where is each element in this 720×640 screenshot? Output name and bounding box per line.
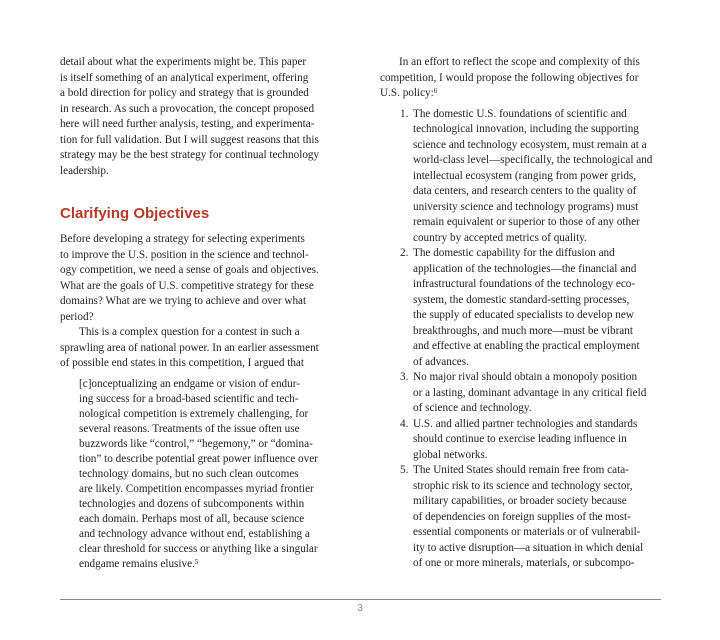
text-line: strophic risk to its science and technology sector, bbox=[413, 480, 633, 492]
text-line: science and technology ecosystem, must remain at a bbox=[413, 139, 647, 151]
text-line: infrastructural foundations of the technology eco- bbox=[413, 278, 636, 290]
text-line: a bold direction for policy and strategy that is grounded bbox=[60, 87, 309, 99]
text-line: breakthroughs, and much more—must be vibrant bbox=[413, 325, 633, 337]
quote-line: ing success for a broad-based scientific and tech- bbox=[79, 393, 299, 405]
text-line: to improve the U.S. position in the science and technol- bbox=[60, 249, 309, 261]
quote-line: nological competition is extremely challenging, for bbox=[79, 408, 309, 420]
text-line: in research. As such a provocation, the concept proposed bbox=[60, 103, 315, 115]
quote-line: technology domains, but no such clean outcomes bbox=[79, 468, 299, 480]
footnote-marker[interactable]: 5 bbox=[194, 558, 199, 566]
text-line: leadership. bbox=[60, 165, 109, 177]
text-line: detail about what the experiments might be. This paper bbox=[60, 56, 307, 68]
text-line: essential components or materials or of vulnerabil- bbox=[413, 526, 641, 538]
text-line: should continue to exercise leading influence in bbox=[413, 433, 627, 445]
text-line: What are the goals of U.S. competitive strategy for these bbox=[60, 280, 314, 292]
text-line: university science and technology programs) must bbox=[413, 201, 639, 213]
footer-divider bbox=[60, 599, 661, 600]
list-number: 3. bbox=[400, 371, 409, 383]
intro-text: U.S. policy: bbox=[380, 87, 434, 99]
text-line: In an effort to reflect the scope and complexity of this bbox=[399, 56, 640, 68]
text-line: No major rival should obtain a monopoly position bbox=[413, 371, 638, 383]
text-line: world-class level—specifically, the technological and bbox=[413, 154, 653, 166]
text-line: of dependencies on foreign supplies of the most- bbox=[413, 511, 631, 523]
quote-line: [c]onceptualizing an endgame or vision of endur- bbox=[79, 378, 300, 390]
footnote-marker[interactable]: 6 bbox=[433, 87, 438, 95]
text-line: technological innovation, including the supporting bbox=[413, 123, 639, 135]
text-line: military capabilities, or broader society because bbox=[413, 495, 627, 507]
page-number: 3 bbox=[357, 603, 363, 614]
text-line: period? bbox=[60, 311, 94, 323]
text-line: ogy competition, we need a sense of goals and objectives. bbox=[60, 264, 319, 276]
text-line: The domestic capability for the diffusion and bbox=[413, 247, 615, 259]
text-line: The domestic U.S. foundations of scientific and bbox=[413, 108, 627, 120]
list-number: 4. bbox=[400, 418, 409, 430]
text-line: sprawling area of national power. In an earlier assessment bbox=[60, 342, 319, 354]
text-line: country by accepted metrics of quality. bbox=[413, 232, 587, 244]
text-line: The United States should remain free from cata- bbox=[413, 464, 629, 476]
text-line: Before developing a strategy for selecting experiments bbox=[60, 233, 305, 245]
text-line: strategy may be the best strategy for continual technology bbox=[60, 149, 320, 161]
quote-line: technologies and dozens of subcomponents within bbox=[79, 498, 305, 510]
text-line: competition, I would propose the following objectives for bbox=[380, 72, 639, 84]
text-line: of science and technology. bbox=[413, 402, 532, 414]
quote-line: tion” to describe potential great power influence over bbox=[79, 453, 318, 465]
quote-text: endgame remains elusive. bbox=[79, 558, 195, 570]
quote-line: clear threshold for success or anything like a singular bbox=[79, 543, 318, 555]
text-line: application of the technologies—the financial and bbox=[413, 263, 637, 275]
text-line: data centers, and research centers to the quality of bbox=[413, 185, 637, 197]
text-line: intellectual ecosystem (ranging from power grids, bbox=[413, 170, 637, 182]
quote-line: each domain. Perhaps most of all, because science bbox=[79, 513, 305, 525]
text-line: is itself something of an analytical experiment, offering bbox=[60, 72, 309, 84]
text-line: and effective at enabling the practical employment bbox=[413, 340, 640, 352]
text-line: of advances. bbox=[413, 356, 469, 368]
text-line: U.S. and allied partner technologies and standards bbox=[413, 418, 638, 430]
text-line: ity to active disruption—a situation in which denial bbox=[413, 542, 644, 554]
quote-line: are likely. Competition encompasses myriad frontier bbox=[79, 483, 314, 495]
text-line: or a lasting, dominant advantage in any critical field bbox=[413, 387, 647, 399]
text-line: the supply of educated specialists to develop new bbox=[413, 309, 634, 321]
text-line: global networks. bbox=[413, 449, 488, 461]
list-number: 1. bbox=[400, 108, 409, 120]
quote-line: several reasons. Treatments of the issue often use bbox=[79, 423, 300, 435]
list-number: 5. bbox=[400, 464, 409, 476]
text-line: of possible end states in this competition, I argued that bbox=[60, 357, 305, 369]
text-line: system, the domestic standard-setting processes, bbox=[413, 294, 630, 306]
text-line: domains? What are we trying to achieve and over what bbox=[60, 295, 307, 307]
text-line: here will need further analysis, testing, and experimenta- bbox=[60, 118, 315, 130]
text-line: This is a complex question for a contest in such a bbox=[79, 326, 300, 338]
quote-line: buzzwords like “control,” “hegemony,” or “domina- bbox=[79, 438, 313, 450]
text-line: tion for full validation. But I will suggest reasons that this bbox=[60, 134, 319, 146]
section-heading: Clarifying Objectives bbox=[60, 205, 210, 222]
list-number: 2. bbox=[400, 247, 409, 259]
quote-line: and technology advance without end, establishing a bbox=[79, 528, 310, 540]
text-line: remain equivalent or superior to those of any other bbox=[413, 216, 640, 228]
text-line bbox=[380, 86, 437, 102]
quote-line bbox=[79, 557, 198, 573]
text-line: of one or more minerals, materials, or subcompo- bbox=[413, 557, 635, 569]
